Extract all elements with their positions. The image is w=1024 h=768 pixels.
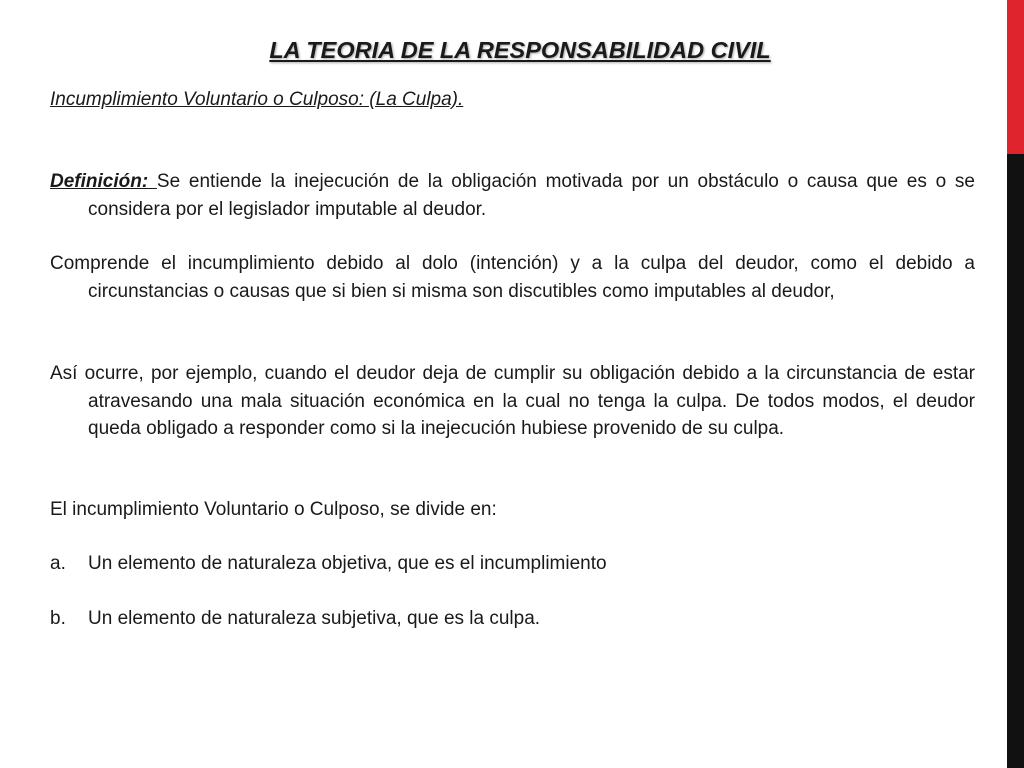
definition-text: Se entiende la inejecución de la obligación motivada por un obstáculo o causa que es o se considera por el legislador imputable al deudor.	[88, 171, 975, 220]
list-item-text: Un elemento de naturaleza subjetiva, que es la culpa.	[88, 608, 541, 629]
comprende-paragraph: Comprende el incumplimiento debido al dolo (intención) y a la culpa del deudor, como el debido a circunstancias o causas que si bien si misma son discutibles como imputables al deudor,	[50, 253, 975, 302]
definition-paragraph	[50, 168, 975, 223]
list-marker: a.	[50, 553, 66, 574]
slide-subtitle: Incumplimiento Voluntario o Culposo: (La Culpa).	[50, 89, 464, 110]
accent-stripe-black	[1007, 154, 1024, 768]
list-item-text: Un elemento de naturaleza objetiva, que es el incumplimiento	[88, 553, 607, 574]
slide-title: LA TEORIA DE LA RESPONSABILIDAD CIVIL	[269, 37, 771, 63]
divide-paragraph: El incumplimiento Voluntario o Culposo, se divide en:	[50, 499, 497, 520]
definition-label: Definición:	[50, 171, 157, 192]
list-marker: b.	[50, 608, 66, 629]
accent-stripe-red	[1007, 0, 1024, 154]
asi-paragraph: Así ocurre, por ejemplo, cuando el deudor deja de cumplir su obligación debido a la circunstancia de estar atravesando una mala situación económica en la cual no tenga la culpa. De todos modos, el deudor queda obligado a responder como si la inejecución hubiese provenido de su culpa.	[50, 363, 975, 439]
